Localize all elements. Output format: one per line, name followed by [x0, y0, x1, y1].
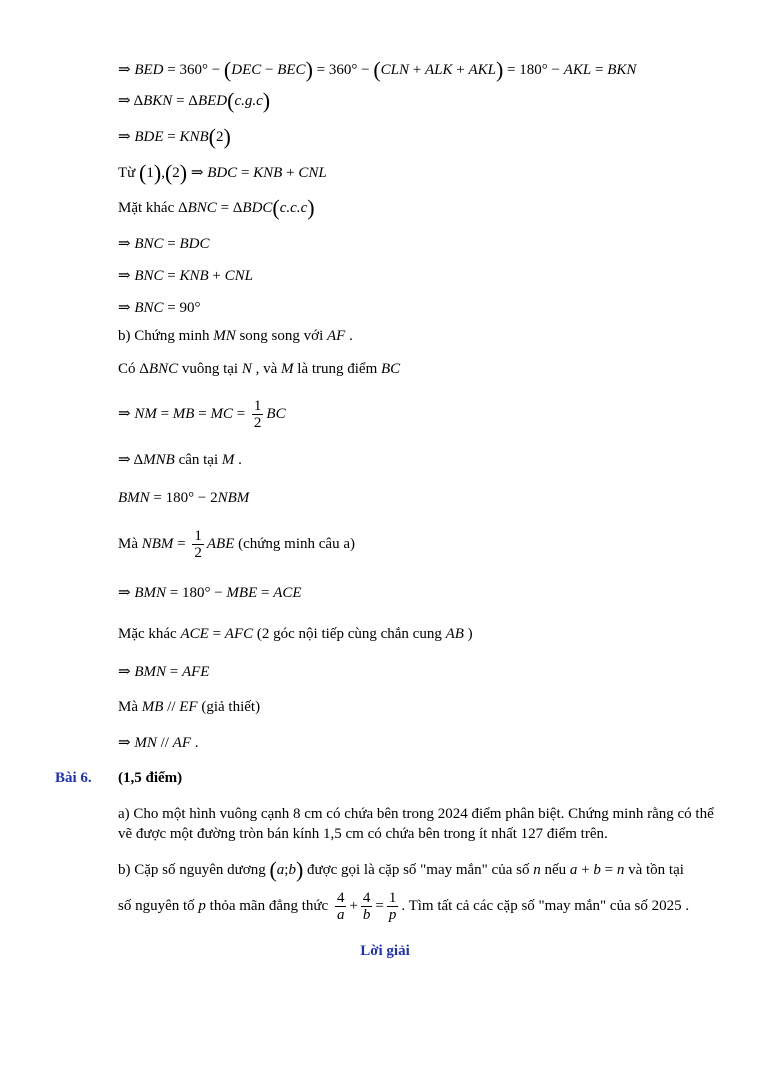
eq-line-18: Mà MB // EF (giả thiết) — [118, 699, 261, 715]
eq-line-14: Mà NBM = $\frac{1}{2}$ ABE (chứng minh câu a) — [118, 528, 355, 561]
eq-line-2: ⇒ ΔBKN = ΔBED(c.g.c) — [118, 88, 271, 113]
eq-line-7: ⇒ BNC = KNB + CNL — [118, 268, 253, 284]
eq-line-12: ⇒ ΔMNB cân tại M . — [118, 452, 242, 468]
problem-part-a: a) Cho một hình vuông cạnh 8 cm có chứa bên trong 2024 điểm phân biệt. Chứng minh rằng có thể vẽ được một đường tròn bán kính 1,5 cm có chứa bên trong ít nhất 127 điểm trên. — [118, 806, 714, 842]
eq-line-5: Mặt khác ΔBNC = ΔBDC(c.c.c) — [118, 195, 315, 220]
eq-line-3: ⇒ BDE = KNB(2) — [118, 124, 231, 149]
eq-line-17: ⇒ BMN = AFE — [118, 664, 210, 680]
problem-label: Bài 6. — [55, 770, 92, 786]
eq-line-1: ⇒ BED = 360° − (DEC − BEC) = 360° − (CLN + ALK + AKL) = 180° − AKL = BKN — [118, 57, 637, 82]
problem-part-b-line-2: số nguyên tố p thỏa mãn đẳng thức $\frac{4}{a}$ + $\frac{4}{b}$ = $\frac{1}{p}$ . Tìm tất cả các cặp số "may mắn" của số 2025 . — [118, 890, 690, 923]
problem-part-b-line-1: b) Cặp số nguyên dương (a;b) được gọi là cặp số "may mắn" của số n nếu a + b = n và tồn tại — [118, 857, 684, 882]
eq-line-4: Từ (1),(2) ⇒ BDC = KNB + CNL — [118, 160, 327, 185]
eq-line-6: ⇒ BNC = BDC — [118, 236, 210, 252]
eq-line-16: Mặc khác ACE = AFC (2 góc nội tiếp cùng chắn cung AB ) — [118, 626, 473, 642]
eq-line-13: BMN = 180° − 2NBM — [118, 490, 250, 506]
eq-line-11: ⇒ NM = MB = MC = $\frac{1}{2}$ BC — [118, 398, 286, 431]
eq-line-9: b) Chứng minh MN song song với AF . — [118, 328, 353, 344]
eq-line-19: ⇒ MN // AF . — [118, 735, 199, 751]
eq-line-10: Có ΔBNC vuông tại N , và M là trung điểm BC — [118, 361, 401, 377]
problem-points: (1,5 điểm) — [118, 770, 183, 786]
solution-heading: Lời giải — [360, 943, 410, 959]
eq-line-15: ⇒ BMN = 180° − MBE = ACE — [118, 585, 302, 601]
eq-line-8: ⇒ BNC = 90° — [118, 300, 201, 316]
